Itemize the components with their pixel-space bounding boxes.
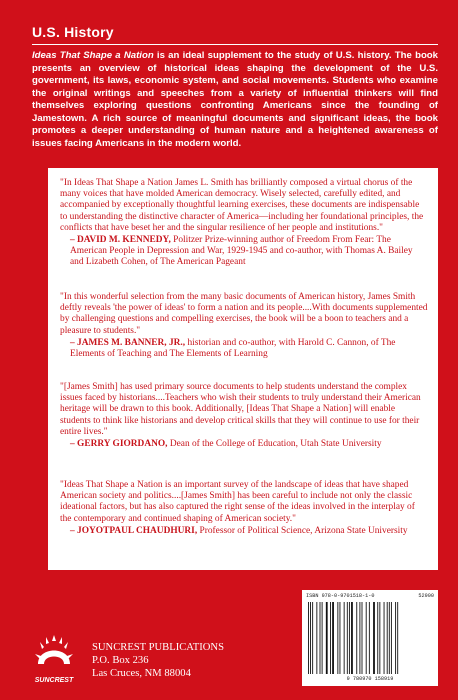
- barcode-bar: [322, 602, 323, 674]
- barcode-bar: [340, 602, 341, 674]
- barcode-bar: [387, 602, 388, 674]
- barcode-bar: [377, 602, 378, 674]
- barcode-bar: [312, 602, 313, 674]
- logo-wordmark: SUNCREST: [34, 677, 74, 684]
- barcode-bar: [344, 602, 345, 674]
- barcode-bar: [310, 602, 311, 674]
- publisher-info: [92, 641, 224, 680]
- suncrest-logo: [32, 624, 76, 686]
- barcode-bar: [332, 602, 334, 674]
- intro-text: is an ideal supplement to the study of U.S. history. The book presents an overview of historical ideas shaping the development of the U.S. government, its laws, economic system, and social movements. Students who examine the original writings and speeches from a variety of influential thinkers will find themselves exploring questions confronting Americans since the founding of Jamestown. A rich source of meaningful documents and significant ideas, the book promotes a deeper understanding of human nature and a heightened awareness of issues facing Americans in the modern world.: [32, 50, 438, 149]
- price-code: 52900: [418, 593, 434, 599]
- publisher-address-line2: Las Cruces, NM 88004: [92, 668, 191, 679]
- barcode-bars: [306, 602, 434, 674]
- endorsement-quote: [60, 480, 428, 537]
- barcode-number: 9 780970 158919: [346, 676, 394, 682]
- quote-credit: historian and co-author, with Harold C. Cannon, of The Elements of Teaching and The Elements of Learning: [70, 337, 396, 360]
- quote-attribution: [70, 439, 428, 450]
- barcode-bar: [326, 602, 328, 674]
- barcode-bar: [351, 602, 353, 674]
- category-rule: [32, 44, 438, 45]
- quote-credit: Dean of the College of Education, Utah State University: [167, 439, 382, 450]
- quote-author: – DAVID M. KENNEDY,: [70, 235, 171, 246]
- quote-text: "Ideas That Shape a Nation is an important survey of the landscape of ideas that have shaped American society and politics....[James Smith] has been careful to include not only the classic ideational factors, but has also captured the right sense of the ideas involved in the interplay of the contemporary and continued shaping of American society.": [60, 480, 415, 524]
- intro-paragraph: [32, 50, 438, 150]
- quote-attribution: [70, 338, 428, 360]
- quote-author: – JAMES M. BANNER, JR.,: [70, 337, 186, 348]
- barcode-bar: [320, 602, 321, 674]
- barcode-bar: [379, 602, 380, 674]
- quote-credit: Professor of Political Science, Arizona State University: [197, 525, 408, 536]
- barcode-bar: [337, 602, 338, 674]
- barcode-bar: [316, 602, 317, 674]
- publisher-address-line1: P.O. Box 236: [92, 655, 149, 666]
- isbn-row: [306, 593, 434, 599]
- barcode-bar: [330, 602, 331, 674]
- quote-author: – GERRY GIORDANO,: [70, 439, 168, 450]
- quote-text: "In this wonderful selection from the many basic documents of American history, James Smith deftly reveals 'the power of ideas' to form a nation and its people....With documents supplemented by challenging questions and compelling exercises, the book will be a boon to teachers and a pleasure to students.": [60, 292, 428, 336]
- isbn-number: ISBN 978-0-9701518-1-0: [306, 593, 375, 599]
- quote-text: "In Ideas That Shape a Nation James L. Smith has brilliantly composed a virtual chorus of the many voices that have molded American democracy. Wisely selected, carefully edited, and accompanied by exceptionally thoughtful learning exercises, these documents are indispensable to understanding the distinctive character of America—including her foundational principles, the conflicts that have beset her and the singular resilience of her people and institutions.": [60, 178, 424, 233]
- quote-text: "[James Smith] has used primary source documents to help students understand the complex issues faced by historians....Teachers who wish their students to truly understand their American heritage will be drawn to this book. Additionally, [Ideas That Shape a Nation] will enable students to think like historians and develop critical skills that they will continue to use for their entire lives.": [60, 382, 421, 437]
- quote-attribution: [70, 235, 428, 269]
- barcode-bar: [389, 602, 390, 674]
- quote-credit: Politzer Prize-winning author of Freedom From Fear: The American People in Depression and War, 1929-1945 and co-author, with Thomas A. Bailey and Lizabeth Cohen, of The American Pageant: [70, 235, 413, 268]
- barcode-bar: [347, 602, 348, 674]
- quote-attribution: [70, 526, 428, 537]
- barcode-bar: [362, 602, 363, 674]
- endorsement-quote: [60, 178, 428, 269]
- category-label: U.S. History: [32, 24, 114, 40]
- barcode-bar: [395, 602, 396, 674]
- endorsement-quote: [60, 292, 428, 360]
- publisher-name: SUNCREST PUBLICATIONS: [92, 642, 224, 653]
- barcode-bar: [308, 602, 309, 674]
- isbn-barcode: [302, 590, 438, 686]
- endorsement-quote: [60, 382, 428, 450]
- barcode-bar: [359, 602, 360, 674]
- intro-book-title: Ideas That Shape a Nation: [32, 50, 154, 61]
- barcode-bar: [369, 602, 370, 674]
- endorsements-panel: [48, 168, 438, 570]
- barcode-bar: [384, 602, 385, 674]
- barcode-bar: [391, 602, 392, 674]
- barcode-bar: [356, 602, 357, 674]
- quote-author: – JOYOTPAUL CHAUDHURI,: [70, 525, 198, 536]
- barcode-bar: [366, 602, 367, 674]
- barcode-bar: [349, 602, 350, 674]
- barcode-bar: [397, 602, 398, 674]
- barcode-bar: [373, 602, 375, 674]
